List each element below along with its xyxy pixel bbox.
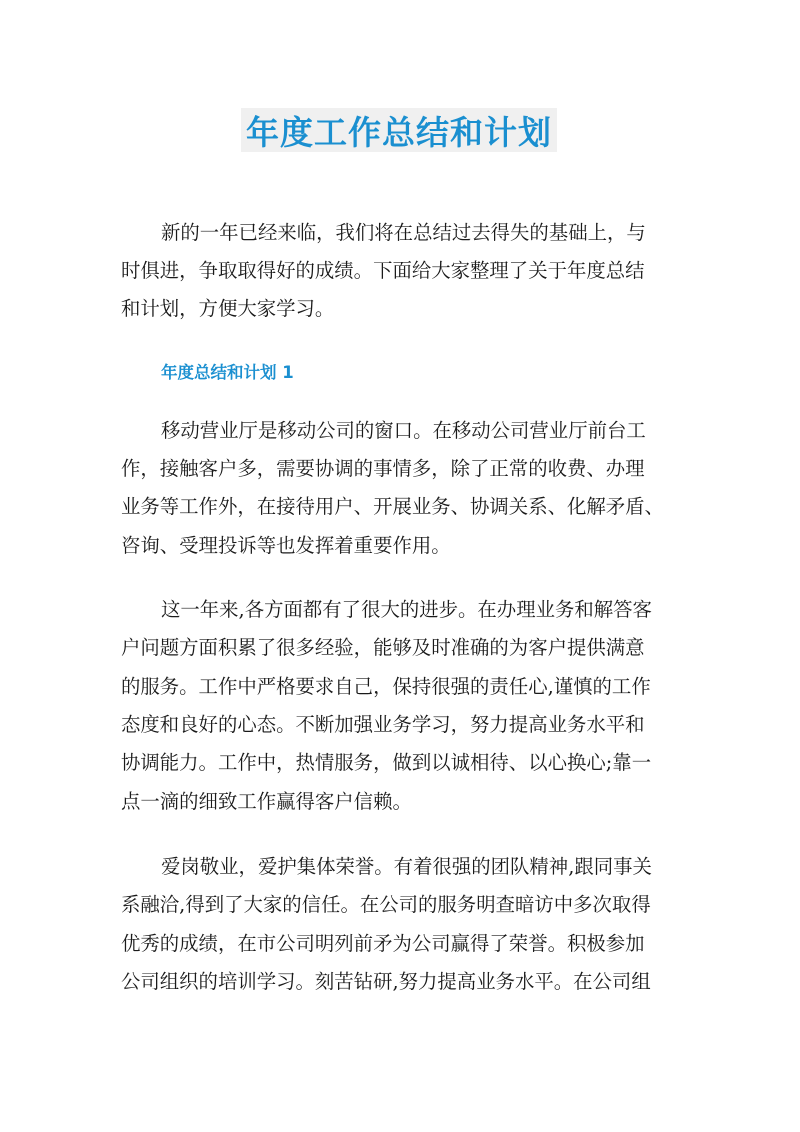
paragraph-line: 移动营业厅是移动公司的窗口。在移动公司营业厅前台工 <box>161 419 646 442</box>
paragraph-line: 户问题方面积累了很多经验，能够及时准确的为客户提供满意 <box>121 636 645 659</box>
paragraph-line: 协调能力。工作中，热情服务，做到以诚相待、以心换心;靠一 <box>121 751 652 774</box>
paragraph-line: 的服务。工作中严格要求自己，保持很强的责任心,谨慎的工作 <box>121 675 651 698</box>
paragraph-line: 系融洽,得到了大家的信任。在公司的服务明查暗访中多次取得 <box>121 893 651 916</box>
document-title-box <box>241 108 557 152</box>
intro-line: 和计划，方便大家学习。 <box>121 297 335 320</box>
paragraph-line: 作，接触客户多，需要协调的事情多，除了正常的收费、办理 <box>121 457 645 480</box>
paragraph-line: 咨询、受理投诉等也发挥着重要作用。 <box>121 534 451 557</box>
intro-line: 新的一年已经来临，我们将在总结过去得失的基础上，与 <box>161 221 646 244</box>
paragraph-line: 爱岗敬业，爱护集体荣誉。有着很强的团队精神,跟同事关 <box>161 855 652 878</box>
section-heading: 年度总结和计划 1 <box>161 363 294 382</box>
paragraph-line: 态度和良好的心态。不断加强业务学习，努力提高业务水平和 <box>121 713 645 736</box>
intro-line: 时俱进，争取取得好的成绩。下面给大家整理了关于年度总结 <box>121 259 645 282</box>
document-title: 年度工作总结和计划 <box>246 112 552 152</box>
paragraph-line: 业务等工作外，在接待用户、开展业务、协调关系、化解矛盾、 <box>121 495 664 518</box>
paragraph-line: 公司组织的培训学习。刻苦钻研,努力提高业务水平。在公司组 <box>121 970 651 993</box>
paragraph-line: 这一年来,各方面都有了很大的进步。在办理业务和解答客 <box>161 598 652 621</box>
paragraph-line: 点一滴的细致工作赢得客户信赖。 <box>121 790 412 813</box>
paragraph-line: 优秀的成绩，在市公司明列前矛为公司赢得了荣誉。积极参加 <box>121 932 645 955</box>
